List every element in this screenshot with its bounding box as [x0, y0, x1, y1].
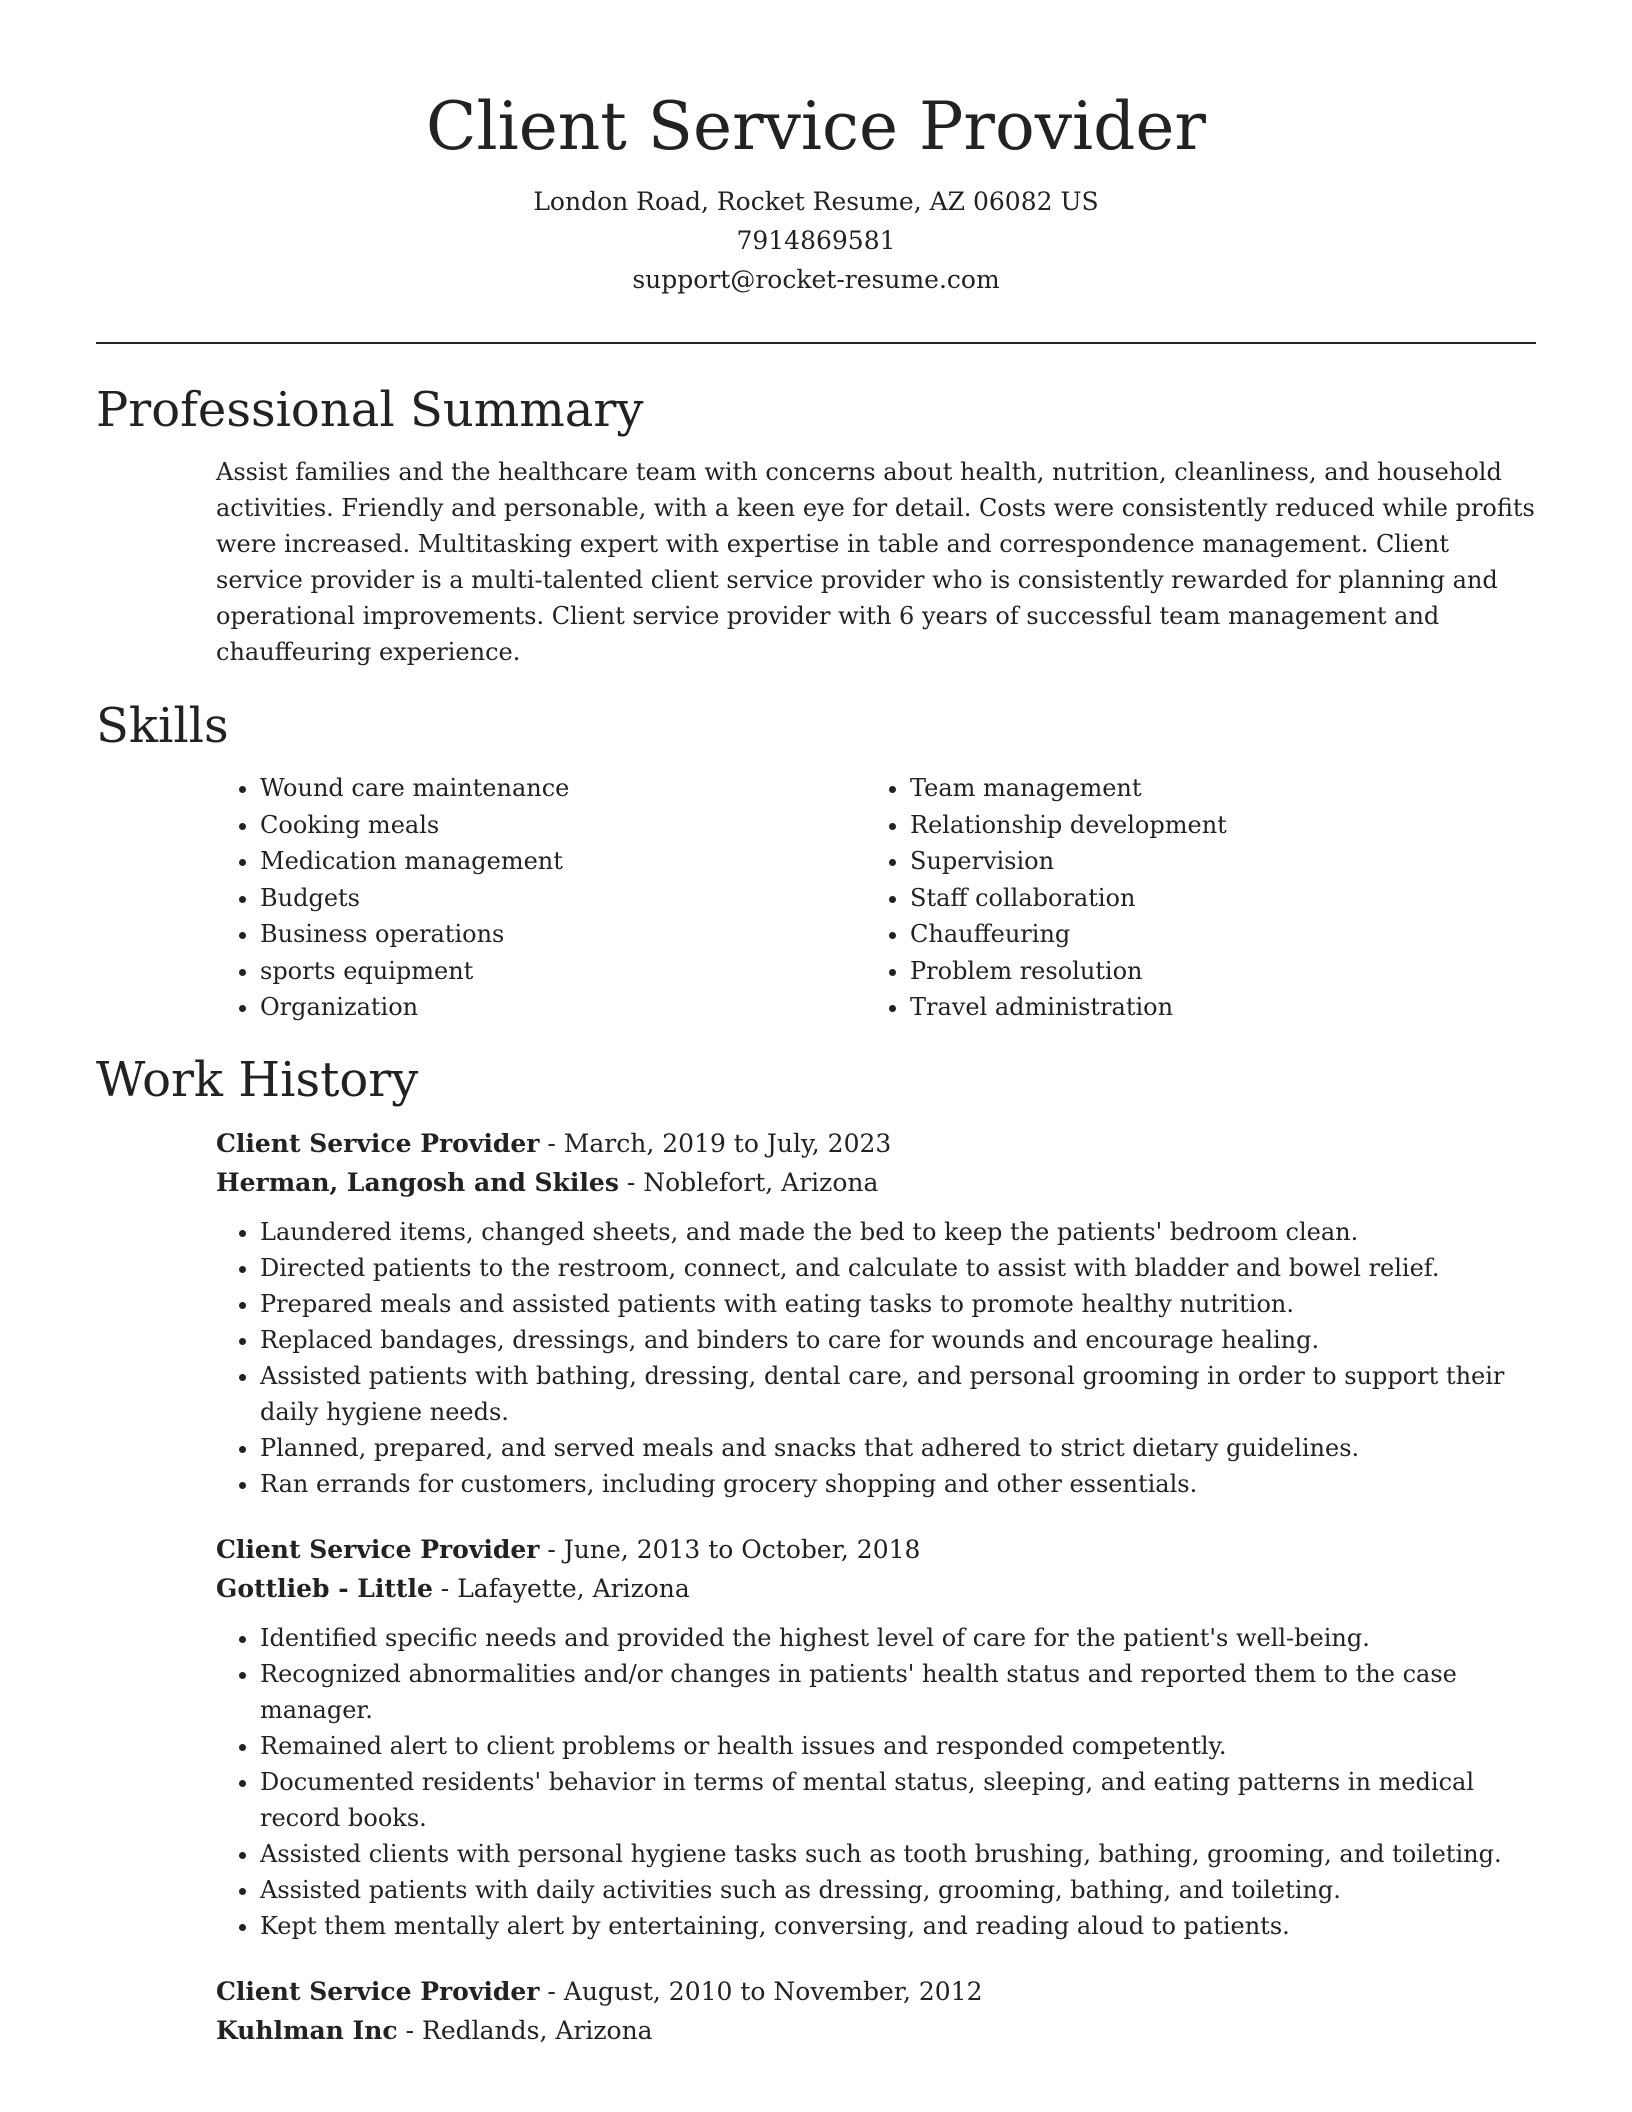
job-entry — [216, 1972, 1536, 2050]
skill-item: • Cooking meals — [260, 807, 866, 844]
section-title-skills: Skills — [96, 698, 229, 754]
job-company-line — [216, 1163, 1536, 1202]
job-title-line — [216, 1530, 1536, 1569]
job-duty: • Prepared meals and assisted patients with eating tasks to promote healthy nutrition. — [260, 1286, 1536, 1322]
job-title: Client Service Provider — [216, 1128, 540, 1158]
section-title-summary: Professional Summary — [96, 382, 644, 438]
skill-item: • Relationship development — [910, 807, 1536, 844]
job-duty: • Assisted clients with personal hygiene tasks such as tooth brushing, bathing, grooming, and toileting. — [260, 1836, 1536, 1872]
separator: - — [539, 1534, 564, 1564]
job-title: Client Service Provider — [216, 1976, 540, 2006]
skill-item: • Organization — [260, 989, 866, 1026]
job-company: Gottlieb - Little — [216, 1573, 433, 1603]
job-title-line — [216, 1124, 1536, 1163]
separator: - — [618, 1167, 644, 1197]
skills-list-left — [216, 770, 866, 1026]
job-location: Noblefort, Arizona — [643, 1167, 879, 1197]
work-history-section — [96, 1048, 1536, 2050]
job-duty: • Recognized abnormalities and/or changes in patients' health status and reported them to the case manager. — [260, 1656, 1536, 1728]
header-divider — [96, 342, 1536, 344]
job-company: Kuhlman Inc — [216, 2015, 398, 2045]
section-title-work-history: Work History — [96, 1051, 419, 1108]
professional-summary-section — [96, 378, 1536, 670]
skill-item: • Team management — [910, 770, 1536, 807]
skill-item: • Travel administration — [910, 989, 1536, 1026]
resume-body — [96, 378, 1536, 2078]
job-company-line — [216, 1569, 1536, 1608]
job-duty: • Laundered items, changed sheets, and made the bed to keep the patients' bedroom clean. — [260, 1214, 1536, 1250]
job-title: Client Service Provider — [216, 1534, 540, 1564]
summary-text: Assist families and the healthcare team with concerns about health, nutrition, cleanliness, and household activities. Friendly and personable, with a keen eye for detail. Costs were consistently reduced while profits were increased. Multitasking expert with expertise in table and correspondence management. Client service provider is a multi-talented client service provider who is consistently rewarded for planning and operational improvements. Client service provider with 6 years of successful team management and chauffeuring experience. — [216, 458, 1535, 666]
skill-item: • Medication management — [260, 843, 866, 880]
job-title-line — [216, 1972, 1536, 2011]
job-entry — [216, 1124, 1536, 1502]
job-location: Redlands, Arizona — [422, 2015, 653, 2045]
job-company: Herman, Langosh and Skiles — [216, 1167, 619, 1197]
job-duty: • Ran errands for customers, including grocery shopping and other essentials. — [260, 1466, 1536, 1502]
skills-columns — [216, 770, 1536, 1026]
job-dates: August, 2010 to November, 2012 — [563, 1976, 983, 2006]
separator: - — [397, 2015, 422, 2045]
skills-list-right — [866, 770, 1536, 1026]
skill-item: • Wound care maintenance — [260, 770, 866, 807]
skill-item: • Chauffeuring — [910, 916, 1536, 953]
job-duties — [216, 1214, 1536, 1502]
contact-email: support@rocket-resume.com — [632, 265, 1000, 294]
separator: - — [539, 1976, 564, 2006]
job-duty: • Assisted patients with daily activities such as dressing, grooming, bathing, and toileting. — [260, 1872, 1536, 1908]
contact-address: London Road, Rocket Resume, AZ 06082 US — [533, 187, 1099, 216]
contact-phone: 7914869581 — [736, 226, 896, 255]
job-location: Lafayette, Arizona — [457, 1573, 690, 1603]
job-duty: • Assisted patients with bathing, dressing, dental care, and personal grooming in order to support their daily hygiene needs. — [260, 1358, 1536, 1430]
skill-item: • Business operations — [260, 916, 866, 953]
resume-header — [0, 82, 1632, 299]
job-dates: June, 2013 to October, 2018 — [563, 1534, 921, 1564]
contact-block — [0, 182, 1632, 299]
skills-section — [96, 694, 1536, 1026]
job-duty: • Remained alert to client problems or health issues and responded competently. — [260, 1728, 1536, 1764]
job-company-line — [216, 2011, 1536, 2050]
job-duties — [216, 1620, 1536, 1944]
skill-item: • Budgets — [260, 880, 866, 917]
job-dates: March, 2019 to July, 2023 — [563, 1128, 892, 1158]
job-duty: • Identified specific needs and provided the highest level of care for the patient's well-being. — [260, 1620, 1536, 1656]
job-duty: • Replaced bandages, dressings, and binders to care for wounds and encourage healing. — [260, 1322, 1536, 1358]
skill-item: • Problem resolution — [910, 953, 1536, 990]
job-duty: • Documented residents' behavior in terms of mental status, sleeping, and eating patterns in medical record books. — [260, 1764, 1536, 1836]
job-entry — [216, 1530, 1536, 1944]
skill-item: • sports equipment — [260, 953, 866, 990]
separator: - — [539, 1128, 564, 1158]
skill-item: • Supervision — [910, 843, 1536, 880]
candidate-name: Client Service Provider — [426, 88, 1206, 165]
job-duty: • Directed patients to the restroom, connect, and calculate to assist with bladder and bowel relief. — [260, 1250, 1536, 1286]
job-duty: • Kept them mentally alert by entertaining, conversing, and reading aloud to patients. — [260, 1908, 1536, 1944]
skill-item: • Staff collaboration — [910, 880, 1536, 917]
job-duty: • Planned, prepared, and served meals and snacks that adhered to strict dietary guidelines. — [260, 1430, 1536, 1466]
separator: - — [432, 1573, 458, 1603]
